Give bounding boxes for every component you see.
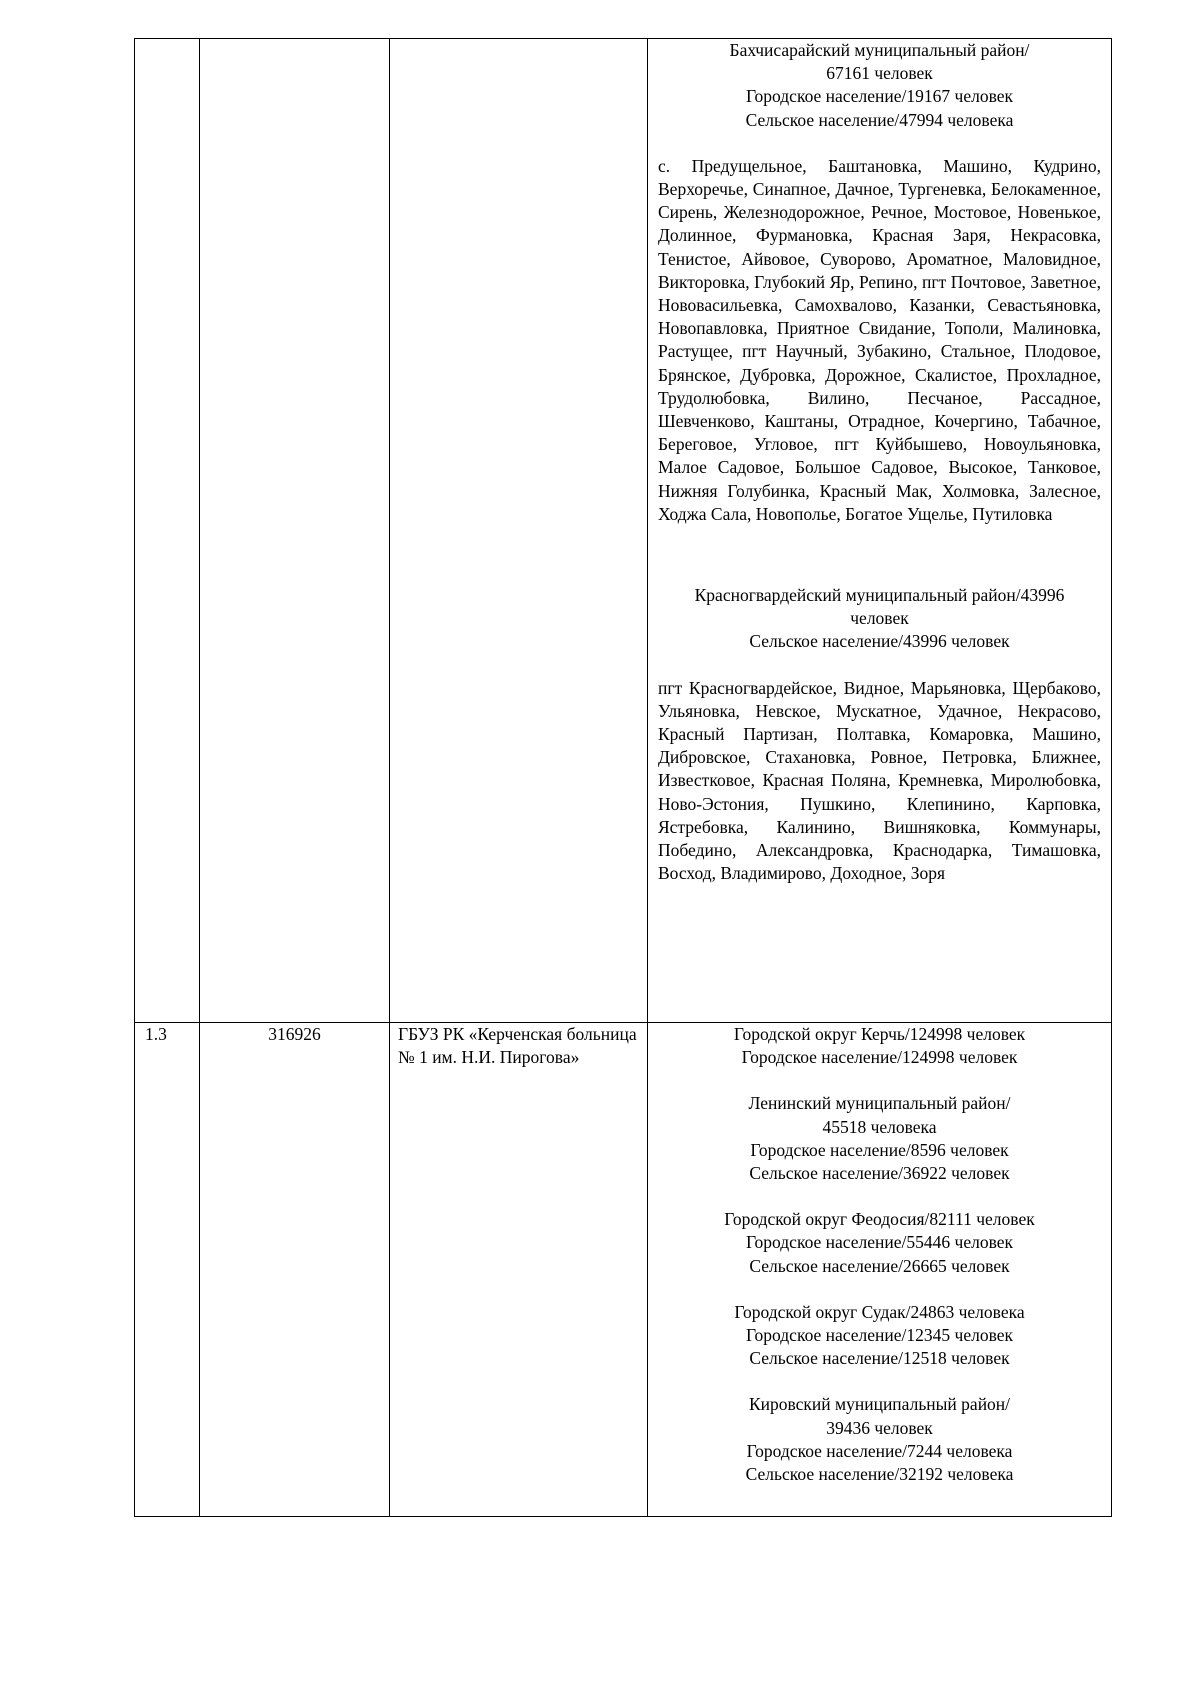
district-header-line: Кировский муниципальный район/ [748, 1394, 1011, 1415]
settlements-list: пгт Красногвардейское, Видное, Марьяновка, Щербаково, Ульяновка, Невское, Мускатное, Удачное, Некрасово, Красный Партизан, Полтавка, Комаровка, Машино, Дибровское, Стахановка, Ровное, Петровка, Ближнее, Известковое, Красная Поляна, Кремневка, Миролюбовка, Ново-Эстония, Пушкино, Клепинино, Карповка, Ястребовка, Калинино, Вишняковка, Коммунары, Побединo, Александровка, Краснодарка, Тимашовка, Восход, Владимирово, Доходное, Зоря [658, 677, 1101, 884]
district-header-line: Городское население/19167 человек [745, 86, 1014, 107]
population-cell [648, 1023, 1112, 1517]
row-number-cell [135, 39, 200, 1023]
population-cell [648, 39, 1112, 1023]
population-table [134, 38, 1112, 1517]
row-organization-cell [390, 39, 648, 1023]
row-organization-cell: ГБУЗ РК «Керченская больница № 1 им. Н.И. Пирогова» [390, 1023, 648, 1517]
district-header-line: Сельское население/12518 человек [749, 1348, 1010, 1369]
row-code-cell [200, 39, 390, 1023]
district-header-line: Городское население/55446 человек [745, 1232, 1014, 1253]
district-header-line: Красногвардейский муниципальный район/43996 [694, 585, 1065, 606]
district-header-line: Сельское население/43996 человек [749, 631, 1010, 652]
district-header-line: Ленинский муниципальный район/ [748, 1093, 1011, 1114]
district-header-line: Городское население/12345 человек [745, 1325, 1014, 1346]
district-header-line: Бахчисарайский муниципальный район/ [729, 40, 1030, 60]
district-header-line: Сельское население/32192 человека [745, 1464, 1014, 1485]
settlements-list: с. Предущельное, Баштановка, Машино, Кудрино, Верхоречье, Синапное, Дачное, Тургеневка, Белокаменное, Сирень, Железнодорожное, Речное, Мостовое, Новенькое, Долинное, Фурмановка, Красная Заря, Некрасовка, Тенистое, Айвовое, Суворово, Ароматное, Маловидное, Викторовка, Глубокий Яр, Репино, пгт Почтовое, Заветное, Нововасильевка, Самохвалово, Казанки, Севастьяновка, Новопавловка, Приятное Свидание, Тополи, Малиновка, Растущее, пгт Научный, Зубакино, Стальное, Плодовое, Брянское, Дубровка, Дорожное, Скалистое, Прохладное, Трудолюбовка, Вилино, Песчаное, Рассадное, Шевченково, Каштаны, Отрадное, Кочергино, Табачное, Береговое, Угловое, пгт Куйбышево, Новоульяновка, Малое Садовое, Большое Садовое, Высокое, Танковое, Нижняя Голубинка, Красный Мак, Холмовка, Залесное, Ходжа Сала, Новополье, Богатое Ущелье, Путиловка [658, 155, 1101, 524]
district-header-line: Сельское население/26665 человек [749, 1255, 1010, 1276]
table-row [135, 1023, 1112, 1517]
district-header-line: 39436 человек [826, 1417, 933, 1438]
district-header-line: Городское население/8596 человек [750, 1139, 1009, 1160]
row-number-cell: 1.3 [135, 1023, 200, 1517]
table-row [135, 39, 1112, 1023]
district-header-line: Городской округ Судак/24863 человека [734, 1301, 1025, 1322]
district-header-line: Городской округ Феодосия/82111 человек [724, 1209, 1035, 1230]
district-header-line: Сельское население/47994 человека [745, 109, 1014, 130]
district-header-line: Городское население/124998 человек [741, 1047, 1018, 1068]
district-header-line: Городской округ Керчь/124998 человек [733, 1024, 1026, 1044]
district-header-line: Городское население/7244 человека [746, 1440, 1013, 1461]
district-header-line: человек [850, 608, 909, 629]
district-header-line: Сельское население/36922 человек [749, 1163, 1010, 1184]
row-code-cell: 316926 [200, 1023, 390, 1517]
district-header-line: 45518 человека [822, 1116, 937, 1137]
district-header-line: 67161 человек [826, 63, 933, 84]
